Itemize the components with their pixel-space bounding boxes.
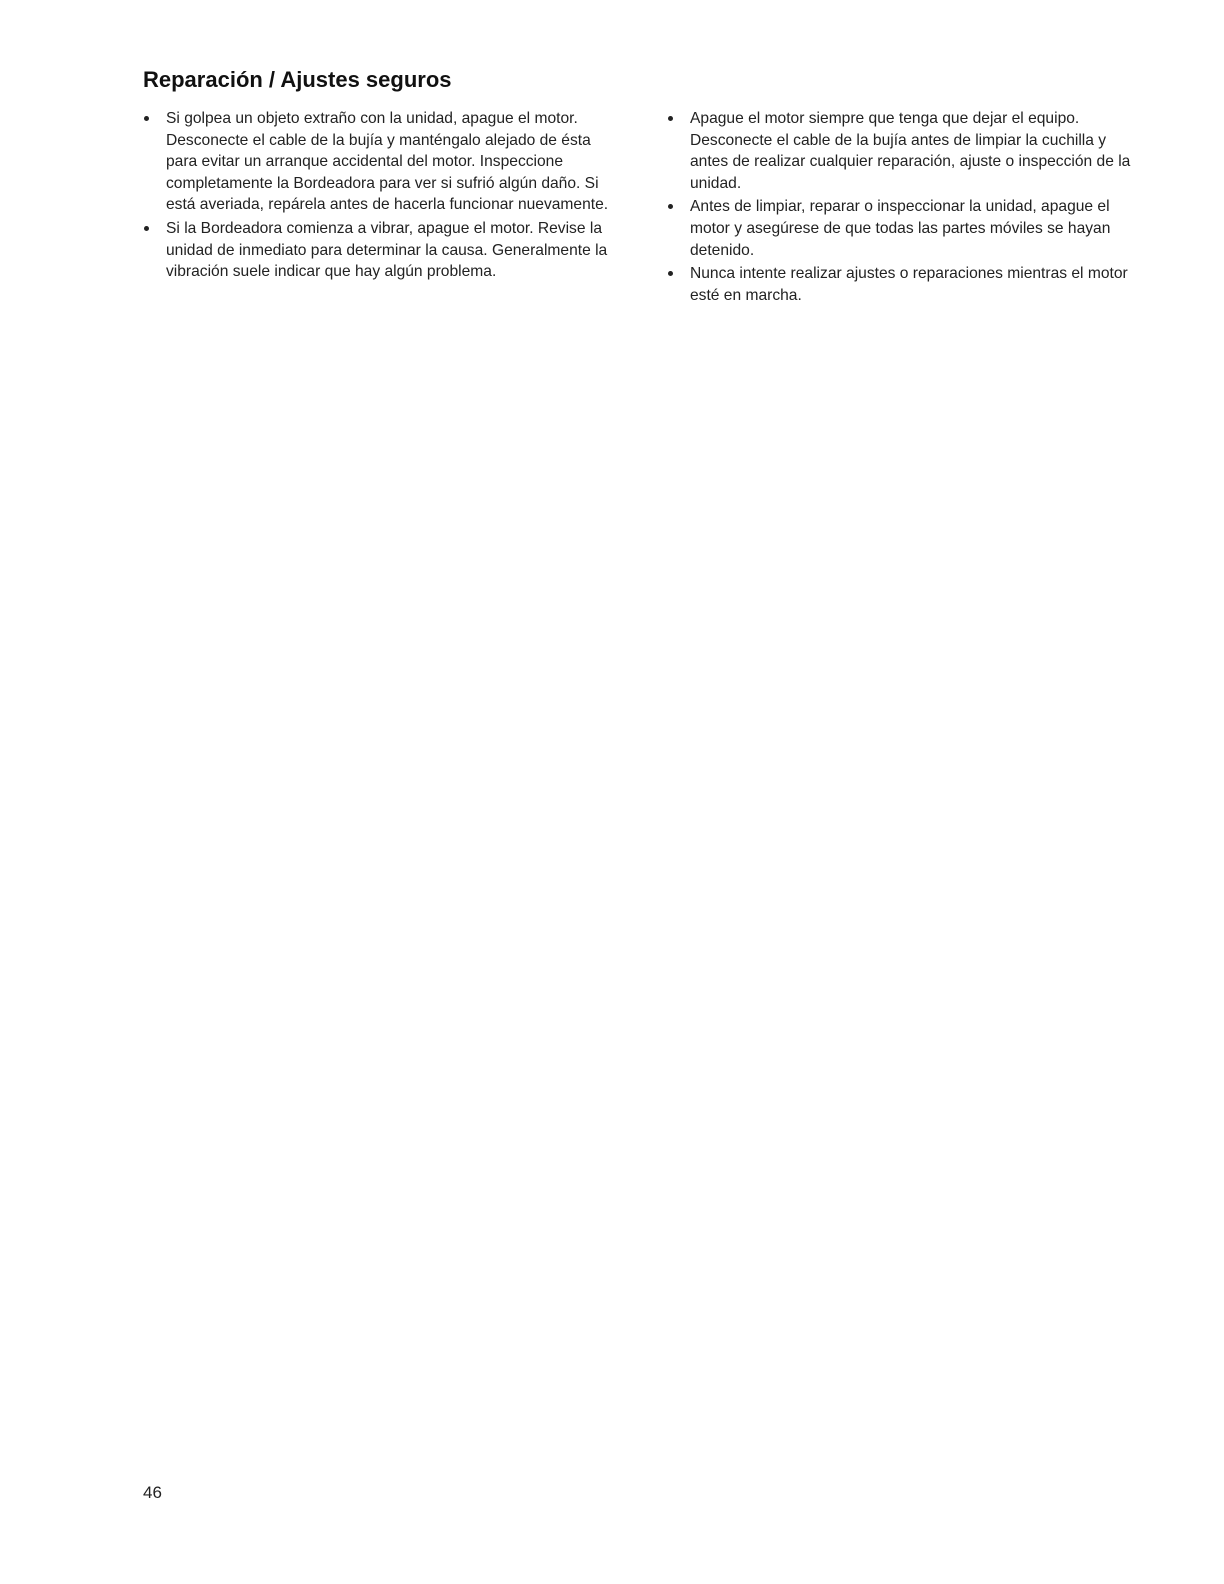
bullet-icon: [668, 116, 673, 121]
list-item-text: Antes de limpiar, reparar o inspeccionar la unidad, apague el motor y asegúrese de que todas las partes móviles se hayan detenido.: [690, 198, 1111, 259]
list-item-text: Si golpea un objeto extraño con la unidad, apague el motor. Desconecte el cable de la bujía y manténgalo alejado de ésta para evitar un arranque accidental del motor. Inspeccione completamente la Bordeadora para ver si sufrió algún daño. Si está averiada, repárela antes de hacerla funcionar nuevamente.: [166, 110, 609, 214]
left-column-list: [143, 108, 623, 285]
list-item: [667, 108, 1147, 194]
list-item-text: Apague el motor siempre que tenga que dejar el equipo. Desconecte el cable de la bujía antes de limpiar la cuchilla y antes de realizar cualquier reparación, ajuste o inspección de la unidad.: [690, 110, 1131, 192]
bullet-icon: [144, 116, 149, 121]
page-title: Reparación / Ajustes seguros: [143, 67, 452, 92]
list-item: [667, 263, 1147, 306]
list-item-text: Si la Bordeadora comienza a vibrar, apague el motor. Revise la unidad de inmediato para determinar la causa. Generalmente la vibración suele indicar que hay algún problema.: [166, 219, 608, 281]
bullet-icon: [668, 271, 673, 276]
list-item-text: Nunca intente realizar ajustes o reparaciones mientras el motor esté en marcha.: [690, 265, 1128, 304]
right-column-list: [667, 108, 1147, 308]
bullet-icon: [144, 226, 149, 231]
bullet-icon: [668, 204, 673, 209]
page-number: 46: [143, 1483, 162, 1502]
list-item: [143, 108, 623, 216]
list-item: [143, 218, 623, 283]
list-item: [667, 196, 1147, 261]
